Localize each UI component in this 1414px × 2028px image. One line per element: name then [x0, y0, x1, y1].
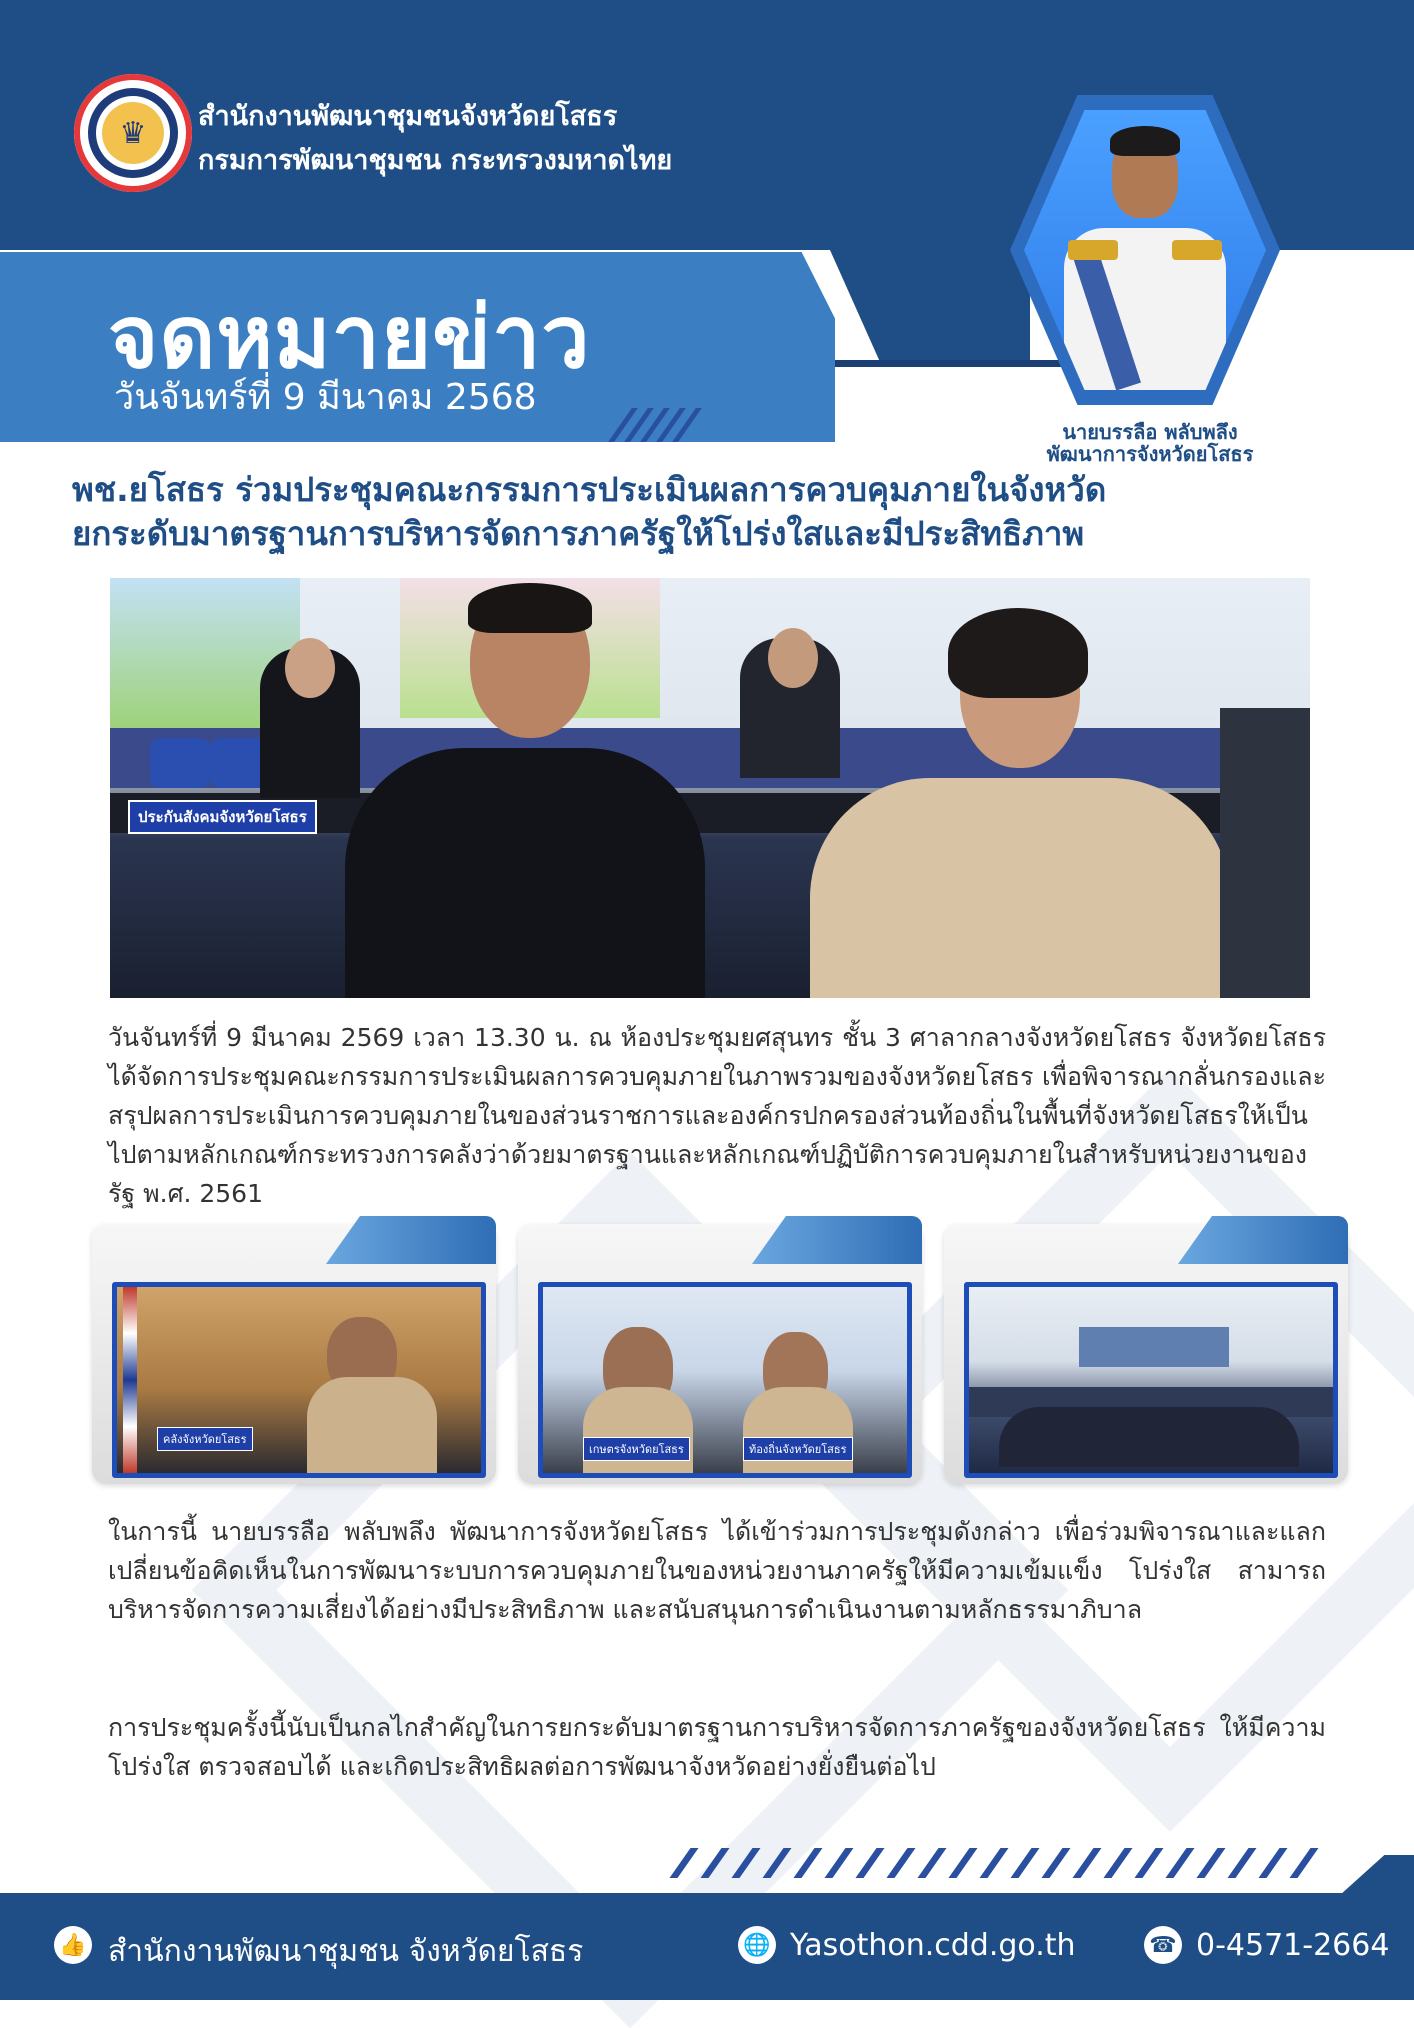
thumbnail-photo-2	[538, 1282, 912, 1478]
footer-stripe	[762, 1848, 791, 1878]
phone-icon: ☎	[1144, 1926, 1182, 1964]
main-photo-sign: ประกันสังคมจังหวัดยโสธร	[128, 800, 317, 834]
footer-stripe	[1041, 1848, 1070, 1878]
footer-stripe	[1289, 1848, 1318, 1878]
org-name-line1: สำนักงานพัฒนาชุมชนจังหวัดยโสธร	[198, 101, 618, 132]
footer-stripe	[948, 1848, 977, 1878]
footer-stripe	[731, 1848, 760, 1878]
headline-line2: ยกระดับมาตรฐานการบริหารจัดการภาครัฐให้โปร่งใสและมีประสิทธิภาพ	[72, 514, 1085, 553]
card-tab	[326, 1216, 496, 1264]
thumbnail-photo-3	[964, 1282, 1338, 1478]
footer-stripes	[670, 1848, 1330, 1882]
paragraph-1: วันจันทร์ที่ 9 มีนาคม 2569 เวลา 13.30 น. ณ ห้องประชุมยศสุนทร ชั้น 3 ศาลากลางจังหวัดยโสธร จังหวัดยโสธรได้จัดการประชุมคณะกรรมการประเมินผลการควบคุมภายในภาพรวมของจังหวัดยโสธร เพื่อพิจารณากลั่นกรองและสรุปผลการประเมินการควบคุมภายในของส่วนราชการและองค์กรปกครองส่วนท้องถิ่นในพื้นที่จังหวัดยโสธรให้เป็นไปตามหลักเกณฑ์กระทรวงการคลังว่าด้วยมาตรฐานและหลักเกณฑ์ปฏิบัติการควบคุมภายในสำหรับหน่วยงานของรัฐ พ.ศ. 2561	[108, 1023, 1326, 1208]
paragraph-3: การประชุมครั้งนี้นับเป็นกลไกสำคัญในการยกระดับมาตรฐานการบริหารจัดการภาครัฐของจังหวัดยโสธร ให้มีความโปร่งใส ตรวจสอบได้ และเกิดประสิทธิผลต่อการพัฒนาจังหวัดอย่างยั่งยืนต่อไป	[108, 1713, 1326, 1781]
footer-stripe	[1196, 1848, 1225, 1878]
thumbnail-sign-1: คลังจังหวัดยโสธร	[157, 1427, 253, 1451]
footer-phone[interactable]: 0-4571-2664	[1196, 1928, 1390, 1963]
newsletter-title: จดหมายข่าว	[108, 288, 591, 388]
thumbnail-sign-2a: เกษตรจังหวัดยโสธร	[583, 1437, 690, 1461]
card-tab	[752, 1216, 922, 1264]
logo-emblem: ♛	[102, 102, 164, 164]
footer-stripe	[1010, 1848, 1039, 1878]
globe-icon: 🌐	[738, 1926, 776, 1964]
thumbs-up-icon: 👍	[54, 1926, 92, 1964]
thumbnail-sign-2b: ท้องถิ่นจังหวัดยโสธร	[743, 1437, 853, 1461]
person-title: พัฒนาการจังหวัดยโสธร	[1046, 442, 1254, 466]
photo-card-3	[944, 1224, 1348, 1484]
paragraph-2: ในการนี้ นายบรรลือ พลับพลึง พัฒนาการจังหวัดยโสธร ได้เข้าร่วมการประชุมดังกล่าว เพื่อร่วมพิจารณาและแลกเปลี่ยนข้อคิดเห็นในการพัฒนาระบบการควบคุมภายในของหน่วยงานภาครัฐให้มีความเข้มแข็ง โปร่งใส สามารถบริหารจัดการความเสี่ยงได้อย่างมีประสิทธิภาพ และสนับสนุนการดำเนินงานตามหลักธรรมาภิบาล	[108, 1517, 1326, 1624]
footer-stripe	[1165, 1848, 1194, 1878]
org-name-line2: กรมการพัฒนาชุมชน กระทรวงมหาดไทย	[198, 145, 673, 176]
footer-stripe	[1227, 1848, 1256, 1878]
footer-org: สำนักงานพัฒนาชุมชน จังหวัดยโสธร	[108, 1934, 584, 1969]
footer-stripe	[917, 1848, 946, 1878]
thumbnail-photo-1	[112, 1282, 486, 1478]
header-stripes	[610, 408, 730, 444]
headline-line1: พช.ยโสธร ร่วมประชุมคณะกรรมการประเมินผลการควบคุมภายในจังหวัด	[72, 470, 1107, 509]
footer-stripe	[979, 1848, 1008, 1878]
footer-stripe	[886, 1848, 915, 1878]
footer-website[interactable]: Yasothon.cdd.go.th	[790, 1928, 1076, 1963]
footer-stripe	[1072, 1848, 1101, 1878]
person-name: นายบรรลือ พลับพลึง	[1062, 420, 1238, 444]
headline	[72, 468, 1362, 556]
footer-stripe	[1103, 1848, 1132, 1878]
photo-card-1	[92, 1224, 496, 1484]
footer-corner-shape	[1340, 1855, 1414, 1895]
card-tab	[1178, 1216, 1348, 1264]
newsletter-date: วันจันทร์ที่ 9 มีนาคม 2568	[114, 377, 537, 418]
photo-card-2	[518, 1224, 922, 1484]
header-divider	[835, 360, 1075, 367]
footer-stripe	[1258, 1848, 1287, 1878]
footer-stripe	[1134, 1848, 1163, 1878]
main-photo	[110, 578, 1310, 998]
footer-stripe	[855, 1848, 884, 1878]
footer-stripe	[824, 1848, 853, 1878]
footer-stripe	[700, 1848, 729, 1878]
footer-stripe	[669, 1848, 698, 1878]
footer-stripe	[793, 1848, 822, 1878]
